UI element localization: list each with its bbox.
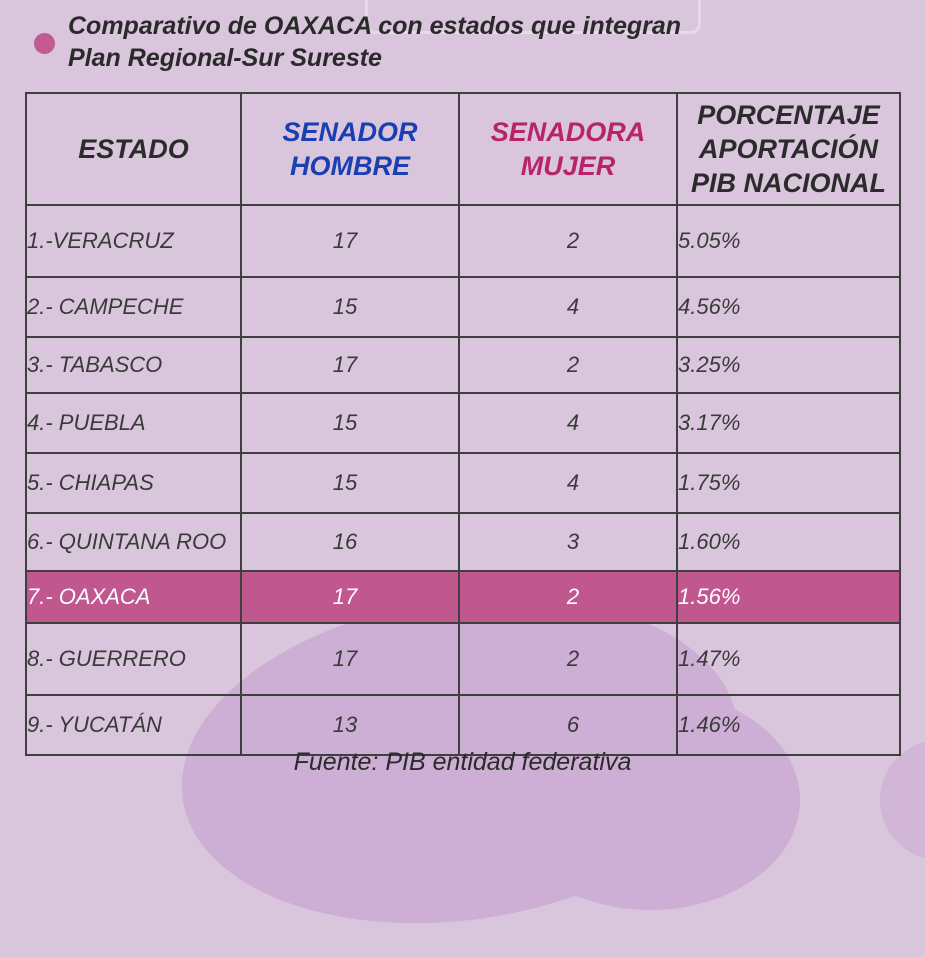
cell-senador-hombre: 17 <box>241 337 459 393</box>
cell-pib: 1.60% <box>677 513 900 571</box>
cell-estado: 3.- TABASCO <box>26 337 241 393</box>
header-mujer-line-1: SENADORA <box>490 117 646 147</box>
cell-estado: 8.- GUERRERO <box>26 623 241 695</box>
cell-senadora-mujer: 2 <box>459 571 677 623</box>
table-header-row <box>26 93 900 205</box>
header-estado-label: ESTADO <box>78 134 189 164</box>
cell-senadora-mujer: 4 <box>459 277 677 337</box>
cell-pib: 5.05% <box>677 205 900 277</box>
table-row <box>26 513 900 571</box>
table-row <box>26 205 900 277</box>
cell-estado: 4.- PUEBLA <box>26 393 241 453</box>
cell-pib: 4.56% <box>677 277 900 337</box>
header-mujer-line-2: MUJER <box>520 151 616 181</box>
cell-senador-hombre: 13 <box>241 695 459 755</box>
source-caption: Fuente: PIB entidad federativa <box>293 748 632 776</box>
title-line-1: Comparativo de OAXACA con estados que integran <box>68 12 682 40</box>
cell-senadora-mujer: 2 <box>459 337 677 393</box>
header-senador-hombre <box>241 93 459 205</box>
cell-senador-hombre: 17 <box>241 571 459 623</box>
header-pib-line-1: PORCENTAJE <box>697 100 880 130</box>
cell-pib: 3.17% <box>677 393 900 453</box>
cell-estado: 9.- YUCATÁN <box>26 695 241 755</box>
cell-senador-hombre: 15 <box>241 453 459 513</box>
cell-pib: 1.56% <box>677 571 900 623</box>
comparison-table <box>25 92 901 756</box>
table-row <box>26 393 900 453</box>
cell-senador-hombre: 15 <box>241 277 459 337</box>
title-line-2: Plan Regional-Sur Sureste <box>68 44 382 72</box>
header-estado <box>26 93 241 205</box>
cell-estado: 1.-VERACRUZ <box>26 205 241 277</box>
title-bullet-icon <box>34 33 55 54</box>
table-row <box>26 623 900 695</box>
cell-senador-hombre: 16 <box>241 513 459 571</box>
cell-pib: 1.75% <box>677 453 900 513</box>
cell-estado: 2.- CAMPECHE <box>26 277 241 337</box>
page-title <box>68 10 828 74</box>
cell-estado: 6.- QUINTANA ROO <box>26 513 241 571</box>
table-row-highlighted <box>26 571 900 623</box>
cell-pib: 1.46% <box>677 695 900 755</box>
header-pib-line-2: APORTACIÓN <box>698 134 878 164</box>
cell-senadora-mujer: 4 <box>459 453 677 513</box>
cell-estado: 5.- CHIAPAS <box>26 453 241 513</box>
cell-senadora-mujer: 3 <box>459 513 677 571</box>
cell-senador-hombre: 15 <box>241 393 459 453</box>
header-hombre-line-2: HOMBRE <box>290 151 410 181</box>
header-hombre-line-1: SENADOR <box>282 117 418 147</box>
header-senadora-mujer <box>459 93 677 205</box>
cell-senadora-mujer: 6 <box>459 695 677 755</box>
header-pib <box>677 93 900 205</box>
cell-estado: 7.- OAXACA <box>26 571 241 623</box>
cell-senadora-mujer: 2 <box>459 205 677 277</box>
table-row <box>26 277 900 337</box>
cell-senador-hombre: 17 <box>241 623 459 695</box>
table-row <box>26 453 900 513</box>
header-pib-line-3: PIB NACIONAL <box>691 168 886 198</box>
cell-pib: 3.25% <box>677 337 900 393</box>
cell-senadora-mujer: 4 <box>459 393 677 453</box>
cell-senador-hombre: 17 <box>241 205 459 277</box>
cell-senadora-mujer: 2 <box>459 623 677 695</box>
cell-pib: 1.47% <box>677 623 900 695</box>
table-row <box>26 695 900 755</box>
table-row <box>26 337 900 393</box>
